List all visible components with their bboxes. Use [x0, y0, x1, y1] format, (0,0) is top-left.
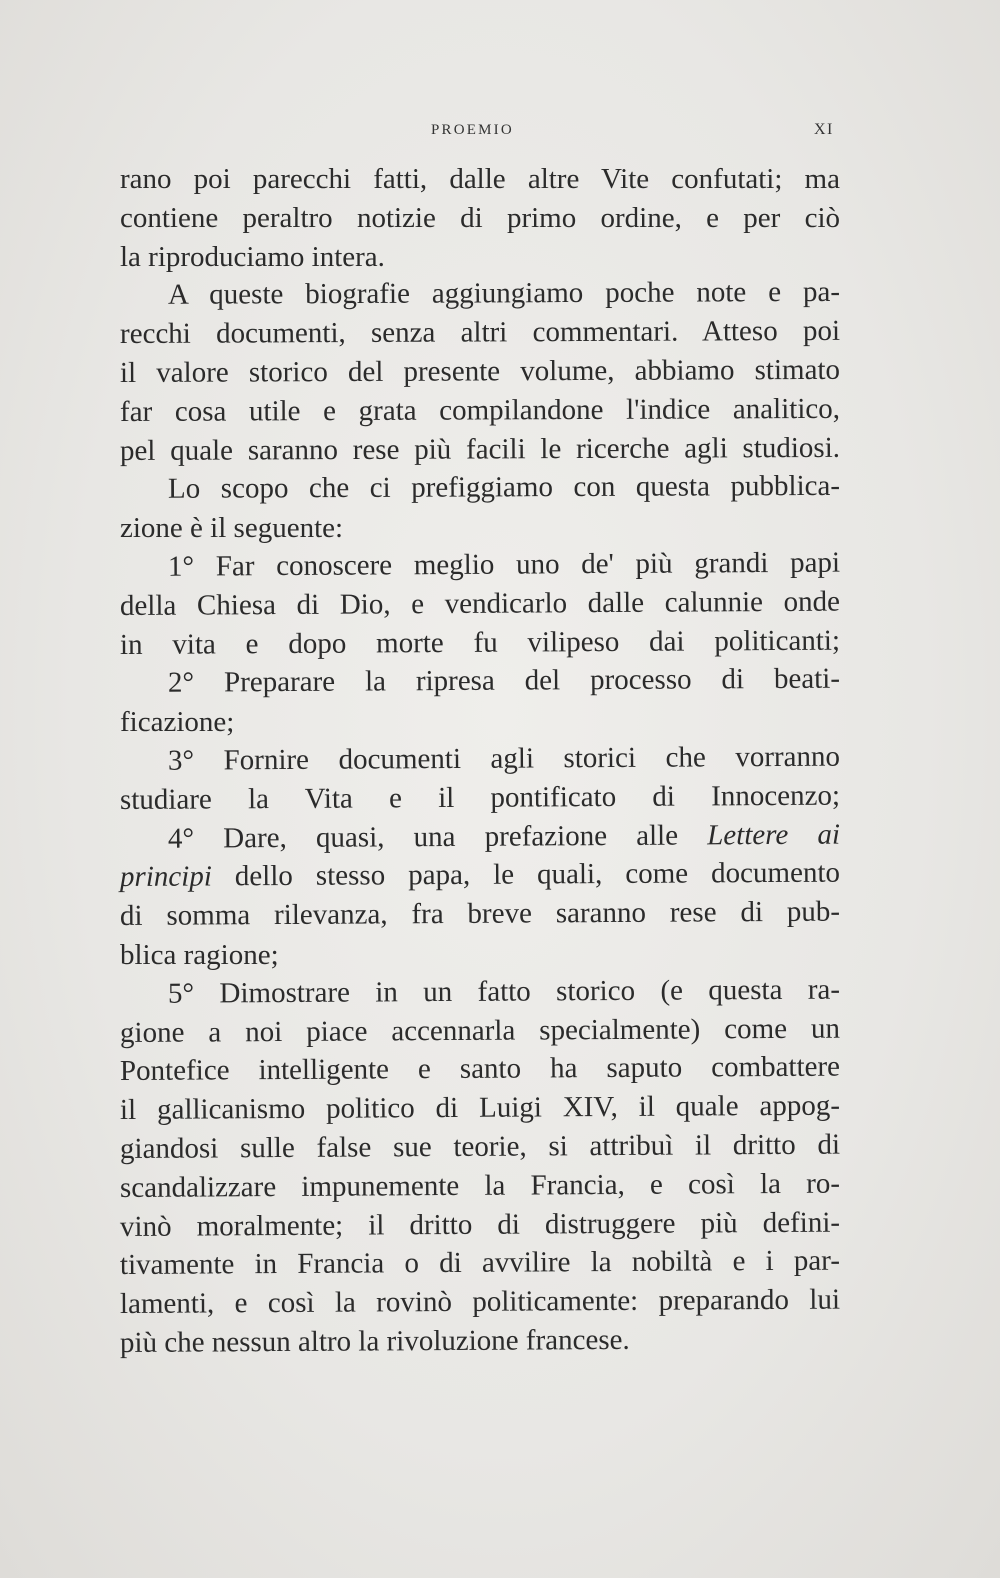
italic-title: Lettere ai	[707, 818, 841, 851]
text-line: in vita e dopo morte fu vilipeso dai politicanti;	[119, 624, 841, 661]
text-line	[120, 815, 840, 858]
text-line: 1° Far conoscere meglio uno de' più grandi papi	[167, 546, 841, 583]
text-line: 2° Preparare la ripresa del processo di beati-	[167, 662, 841, 700]
text-line: della Chiesa di Dio, e vendicarlo dalle calunnie onde	[119, 585, 841, 622]
text-line: Pontefice intelligente e santo ha saputo combattere	[119, 1050, 841, 1088]
text-segment: dello stesso papa, le quali, come documento	[234, 856, 841, 893]
page-number: XI	[814, 121, 834, 138]
text-line: di somma rilevanza, fra breve saranno rese di pub-	[119, 895, 841, 933]
italic-title: principi	[119, 860, 212, 894]
text-line: Lo scopo che ci prefiggiamo con questa pubblica-	[167, 470, 841, 506]
text-line: rano poi parecchi fatti, dalle altre Vite confutati; ma	[120, 163, 840, 195]
text-line: il valore storico del presente volume, abbiamo stimato	[119, 353, 841, 389]
text-line: scandalizzare impunemente la Francia, e così la ro-	[119, 1167, 841, 1204]
text-line: vinò moralmente; il dritto di distruggere più defini-	[119, 1206, 841, 1243]
text-line: più che nessun altro la rivoluzione francese.	[119, 1323, 630, 1359]
text-line: giandosi sulle false sue teorie, si attribuì il dritto di	[119, 1128, 841, 1165]
text-line: recchi documenti, senza altri commentari. Atteso poi	[119, 315, 841, 351]
text-line: 3° Fornire documenti agli storici che vorranno	[167, 740, 841, 777]
text-line: gione a noi piace accennarla specialmente) come un	[119, 1012, 841, 1049]
text-line: 5° Dimostrare in un fatto storico (e questa ra-	[167, 973, 841, 1010]
text-line	[120, 854, 840, 897]
text-segment: 4° Dare, quasi, una prefazione alle	[167, 819, 679, 855]
body-text	[120, 160, 840, 1363]
text-line: ficazione;	[120, 706, 235, 739]
text-line: zione è il seguente:	[120, 512, 344, 545]
text-line: A queste biografie aggiungiamo poche note e pa-	[167, 276, 841, 312]
text-line: far cosa utile e grata compilandone l'indice analitico,	[119, 392, 841, 428]
text-line: contiene peraltro notizie di primo ordine, e per ciò	[120, 201, 840, 234]
text-line: tivamente in Francia o di avvilire la nobiltà e i par-	[119, 1244, 841, 1282]
text-line: il gallicanismo politico di Luigi XIV, il quale appog-	[119, 1089, 841, 1127]
running-head	[0, 122, 1000, 146]
text-line: lamenti, e così la rovinò politicamente: preparando lui	[119, 1283, 841, 1321]
text-line: la riproduciamo intera.	[120, 240, 385, 273]
running-title: PROEMIO	[431, 122, 514, 138]
text-line: blica ragione;	[120, 938, 279, 971]
text-line: studiare la Vita e il pontificato di Innocenzo;	[119, 779, 841, 816]
text-line: pel quale saranno rese più facili le ricerche agli studiosi.	[119, 431, 841, 467]
